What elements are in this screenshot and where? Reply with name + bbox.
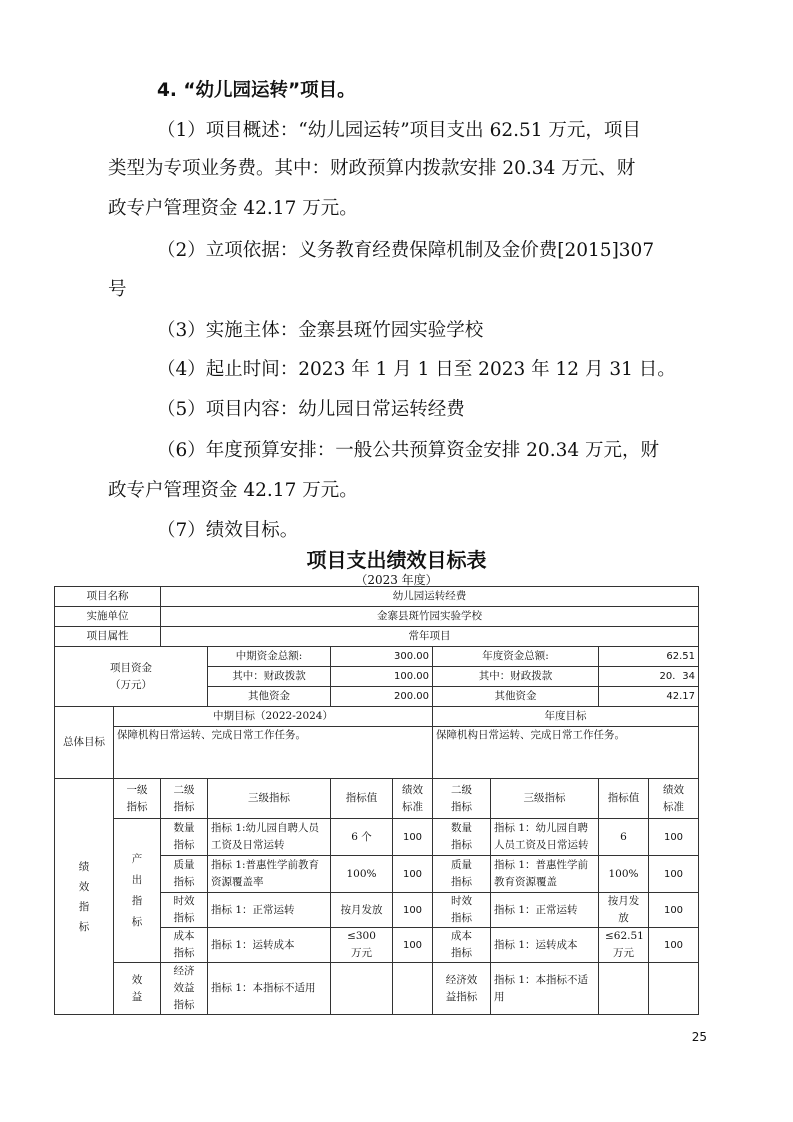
label-benefit: 效益 xyxy=(114,963,161,1015)
row-funds-total xyxy=(55,647,699,667)
row-mid-indicator: 指标 1：正常运转 xyxy=(208,893,331,928)
row-attr xyxy=(55,627,699,647)
value-year-total: 62.51 xyxy=(599,647,699,667)
performance-table xyxy=(54,586,699,1015)
row-mid-std xyxy=(393,963,433,1015)
row-mid-indicator: 指标 1:幼儿园自聘人员工资及日常运转 xyxy=(208,819,331,856)
row-year-lv2: 质量指标 xyxy=(433,856,491,893)
label-mid-other: 其他资金 xyxy=(208,687,331,707)
para-period: （4）起止时间：2023 年 1 月 1 日至 2023 年 12 月 31 日。 xyxy=(157,359,676,380)
row-year-value: 6 xyxy=(599,819,649,856)
row-year-value xyxy=(599,963,649,1015)
row-project-name xyxy=(55,587,699,607)
row-year-lv2: 成本指标 xyxy=(433,928,491,963)
label-mid-fin: 其中：财政拨款 xyxy=(208,667,331,687)
header-lv3: 三级指标 xyxy=(208,779,331,819)
row-year-std: 100 xyxy=(649,856,699,893)
header-year-std: 绩效标准 xyxy=(649,779,699,819)
row-mid-value: 100% xyxy=(331,856,393,893)
value-year-fin: 20．34 xyxy=(599,667,699,687)
row-mid-value xyxy=(331,963,393,1015)
label-mid-total: 中期资金总额: xyxy=(208,647,331,667)
row-mid-std: 100 xyxy=(393,893,433,928)
row-indicator-header xyxy=(55,779,699,819)
para-overview-l1: （1）项目概述：“幼儿园运转”项目支出 62.51 万元，项目 xyxy=(157,120,641,141)
label-year-fin: 其中：财政拨款 xyxy=(433,667,599,687)
row-year-std: 100 xyxy=(649,819,699,856)
table-row xyxy=(55,963,699,1015)
row-year-value: 按月发放 xyxy=(599,893,649,928)
para-basis-l1: （2）立项依据：义务教育经费保障机制及金价费[2015]307 xyxy=(157,240,655,261)
row-lv2: 数量指标 xyxy=(161,819,208,856)
value-year-other: 42.17 xyxy=(599,687,699,707)
para-goal: （7）绩效目标。 xyxy=(157,520,299,541)
para-budget-l1: （6）年度预算安排：一般公共预算资金安排 20.34 万元，财 xyxy=(157,440,659,461)
row-unit xyxy=(55,607,699,627)
table-row xyxy=(55,819,699,856)
row-year-value: 100% xyxy=(599,856,649,893)
row-year-lv2: 时效指标 xyxy=(433,893,491,928)
page-number: 25 xyxy=(691,1030,707,1044)
row-year-lv2: 经济效益指标 xyxy=(433,963,491,1015)
year-goal-text: 保障机构日常运转、完成日常工作任务。 xyxy=(433,727,699,779)
row-year-indicator: 指标 1：本指标不适用 xyxy=(491,963,599,1015)
para-subject: （3）实施主体：金寨县斑竹园实验学校 xyxy=(157,320,484,341)
value-mid-total: 300.00 xyxy=(331,647,433,667)
row-mid-std: 100 xyxy=(393,856,433,893)
row-year-indicator: 指标 1：正常运转 xyxy=(491,893,599,928)
row-goal-text xyxy=(55,727,699,779)
label-attr: 项目属性 xyxy=(55,627,161,647)
header-std: 绩效标准 xyxy=(393,779,433,819)
table-title: 项目支出绩效目标表 xyxy=(306,548,487,572)
row-mid-indicator: 指标 1:普惠性学前教育资源覆盖率 xyxy=(208,856,331,893)
header-year-lv2: 二级指标 xyxy=(433,779,491,819)
label-year-other: 其他资金 xyxy=(433,687,599,707)
para-overview-l3: 政专户管理资金 42.17 万元。 xyxy=(108,198,358,219)
header-year-value: 指标值 xyxy=(599,779,649,819)
row-year-lv2: 数量指标 xyxy=(433,819,491,856)
row-lv2: 时效指标 xyxy=(161,893,208,928)
header-year-lv3: 三级指标 xyxy=(491,779,599,819)
section-heading: 4. “幼儿园运转”项目。 xyxy=(157,80,356,101)
row-year-value: ≤62.51万元 xyxy=(599,928,649,963)
label-output: 产出指标 xyxy=(114,819,161,963)
header-lv1: 一级指标 xyxy=(114,779,161,819)
para-content: （5）项目内容：幼儿园日常运转经费 xyxy=(157,399,465,420)
para-basis-l2: 号 xyxy=(108,279,127,300)
label-perf: 绩效指标 xyxy=(55,779,114,1015)
label-year-goal: 年度目标 xyxy=(433,707,699,727)
row-mid-std: 100 xyxy=(393,819,433,856)
label-year-total: 年度资金总额: xyxy=(433,647,599,667)
row-year-std xyxy=(649,963,699,1015)
row-year-indicator: 指标 1：运转成本 xyxy=(491,928,599,963)
row-mid-std: 100 xyxy=(393,928,433,963)
value-mid-other: 200.00 xyxy=(331,687,433,707)
value-mid-fin: 100.00 xyxy=(331,667,433,687)
row-mid-value: 6 个 xyxy=(331,819,393,856)
header-value: 指标值 xyxy=(331,779,393,819)
header-lv2: 二级指标 xyxy=(161,779,208,819)
label-funds xyxy=(55,647,208,707)
row-year-indicator: 指标 1：普惠性学前教育资源覆盖 xyxy=(491,856,599,893)
label-mid-goal: 中期目标（2022-2024） xyxy=(114,707,433,727)
row-year-indicator: 指标 1：幼儿园自聘人员工资及日常运转 xyxy=(491,819,599,856)
funds-label: 项目资金 xyxy=(110,661,152,674)
mid-goal-text: 保障机构日常运转、完成日常工作任务。 xyxy=(114,727,433,779)
row-lv2: 质量指标 xyxy=(161,856,208,893)
label-unit: 实施单位 xyxy=(55,607,161,627)
value-attr: 常年项目 xyxy=(161,627,699,647)
para-budget-l2: 政专户管理资金 42.17 万元。 xyxy=(108,480,358,501)
table-subtitle: （2023 年度） xyxy=(355,573,438,587)
row-mid-value: ≤300万元 xyxy=(331,928,393,963)
row-mid-value: 按月发放 xyxy=(331,893,393,928)
value-project-name: 幼儿园运转经费 xyxy=(161,587,699,607)
row-goal-header xyxy=(55,707,699,727)
funds-unit-label: （万元） xyxy=(110,678,152,691)
para-overview-l2: 类型为专项业务费。其中：财政预算内拨款安排 20.34 万元、财 xyxy=(108,158,636,179)
row-year-std: 100 xyxy=(649,928,699,963)
row-lv2: 经济效益指标 xyxy=(161,963,208,1015)
label-project-name: 项目名称 xyxy=(55,587,161,607)
value-unit: 金寨县斑竹园实验学校 xyxy=(161,607,699,627)
label-overall-goal: 总体目标 xyxy=(55,707,114,779)
row-mid-indicator: 指标 1：本指标不适用 xyxy=(208,963,331,1015)
row-year-std: 100 xyxy=(649,893,699,928)
row-lv2: 成本指标 xyxy=(161,928,208,963)
row-mid-indicator: 指标 1：运转成本 xyxy=(208,928,331,963)
